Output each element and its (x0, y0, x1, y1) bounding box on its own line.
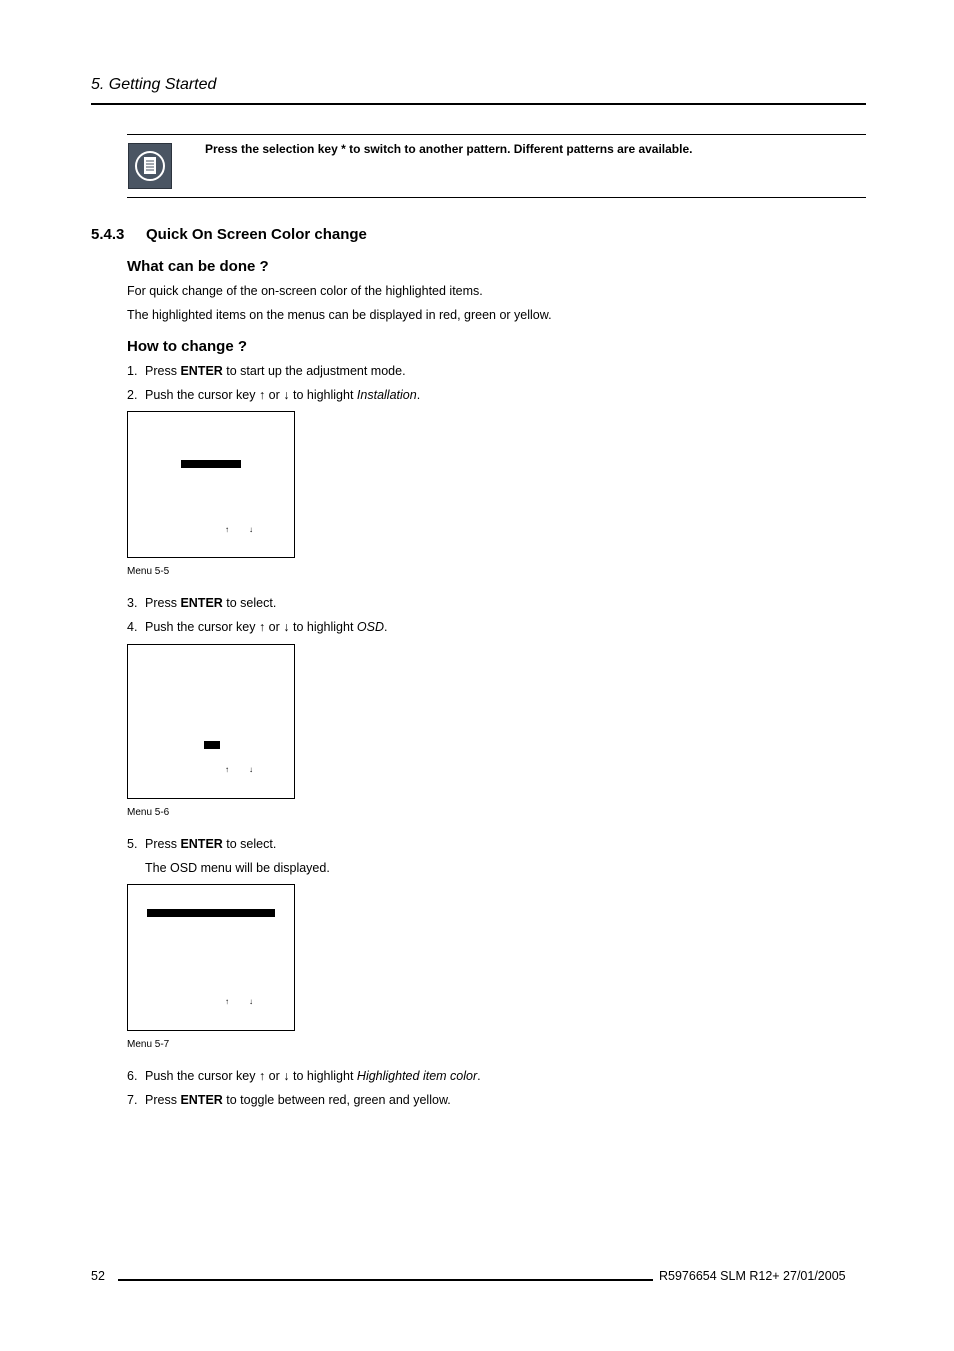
what-paragraph-2: The highlighted items on the menus can be displayed in red, green or yellow. (127, 308, 552, 322)
menu-5-7-caption: Menu 5-7 (127, 1039, 170, 1050)
highlight-bar (147, 909, 275, 917)
menu-5-5-image (127, 411, 295, 558)
section-title: Quick On Screen Color change (146, 226, 367, 243)
menu-5-7-image (127, 884, 295, 1031)
step-5-result: The OSD menu will be displayed. (145, 861, 330, 875)
how-heading: How to change ? (127, 338, 247, 355)
menu-5-6-caption: Menu 5-6 (127, 807, 170, 818)
step-3: 3. Press ENTER to select. (127, 596, 277, 610)
what-paragraph-1: For quick change of the on-screen color of the highlighted items. (127, 284, 483, 298)
down-arrow-icon: ↓ (249, 765, 253, 774)
header-rule (91, 103, 866, 105)
step-2: 2. Push the cursor key ↑ or ↓ to highlight Installation. (127, 388, 421, 402)
document-note-icon (128, 143, 172, 189)
down-arrow-icon: ↓ (249, 525, 253, 534)
up-arrow-icon: ↑ (225, 765, 229, 774)
menu-5-5-caption: Menu 5-5 (127, 566, 170, 577)
up-arrow-icon: ↑ (225, 525, 229, 534)
step-6: 6. Push the cursor key ↑ or ↓ to highlight Highlighted item color. (127, 1069, 481, 1083)
highlight-bar (204, 741, 220, 749)
note-text: Press the selection key * to switch to another pattern. Different patterns are available. (205, 142, 693, 156)
section-number: 5.4.3 (91, 226, 125, 243)
step-4: 4. Push the cursor key ↑ or ↓ to highlight OSD. (127, 620, 388, 634)
footer-rule (118, 1279, 653, 1281)
document-reference: R5976654 SLM R12+ 27/01/2005 (659, 1269, 846, 1283)
step-7: 7. Press ENTER to toggle between red, green and yellow. (127, 1093, 451, 1107)
note-top-rule (127, 134, 866, 135)
step-1: 1. Press ENTER to start up the adjustment mode. (127, 364, 406, 378)
page-number: 52 (91, 1269, 105, 1283)
highlight-bar (181, 460, 241, 468)
menu-5-6-image (127, 644, 295, 799)
what-heading: What can be done ? (127, 258, 269, 275)
step-5: 5. Press ENTER to select. (127, 837, 277, 851)
down-arrow-icon: ↓ (249, 997, 253, 1006)
chapter-header: 5. Getting Started (91, 76, 217, 93)
note-bottom-rule (127, 197, 866, 198)
up-arrow-icon: ↑ (225, 997, 229, 1006)
